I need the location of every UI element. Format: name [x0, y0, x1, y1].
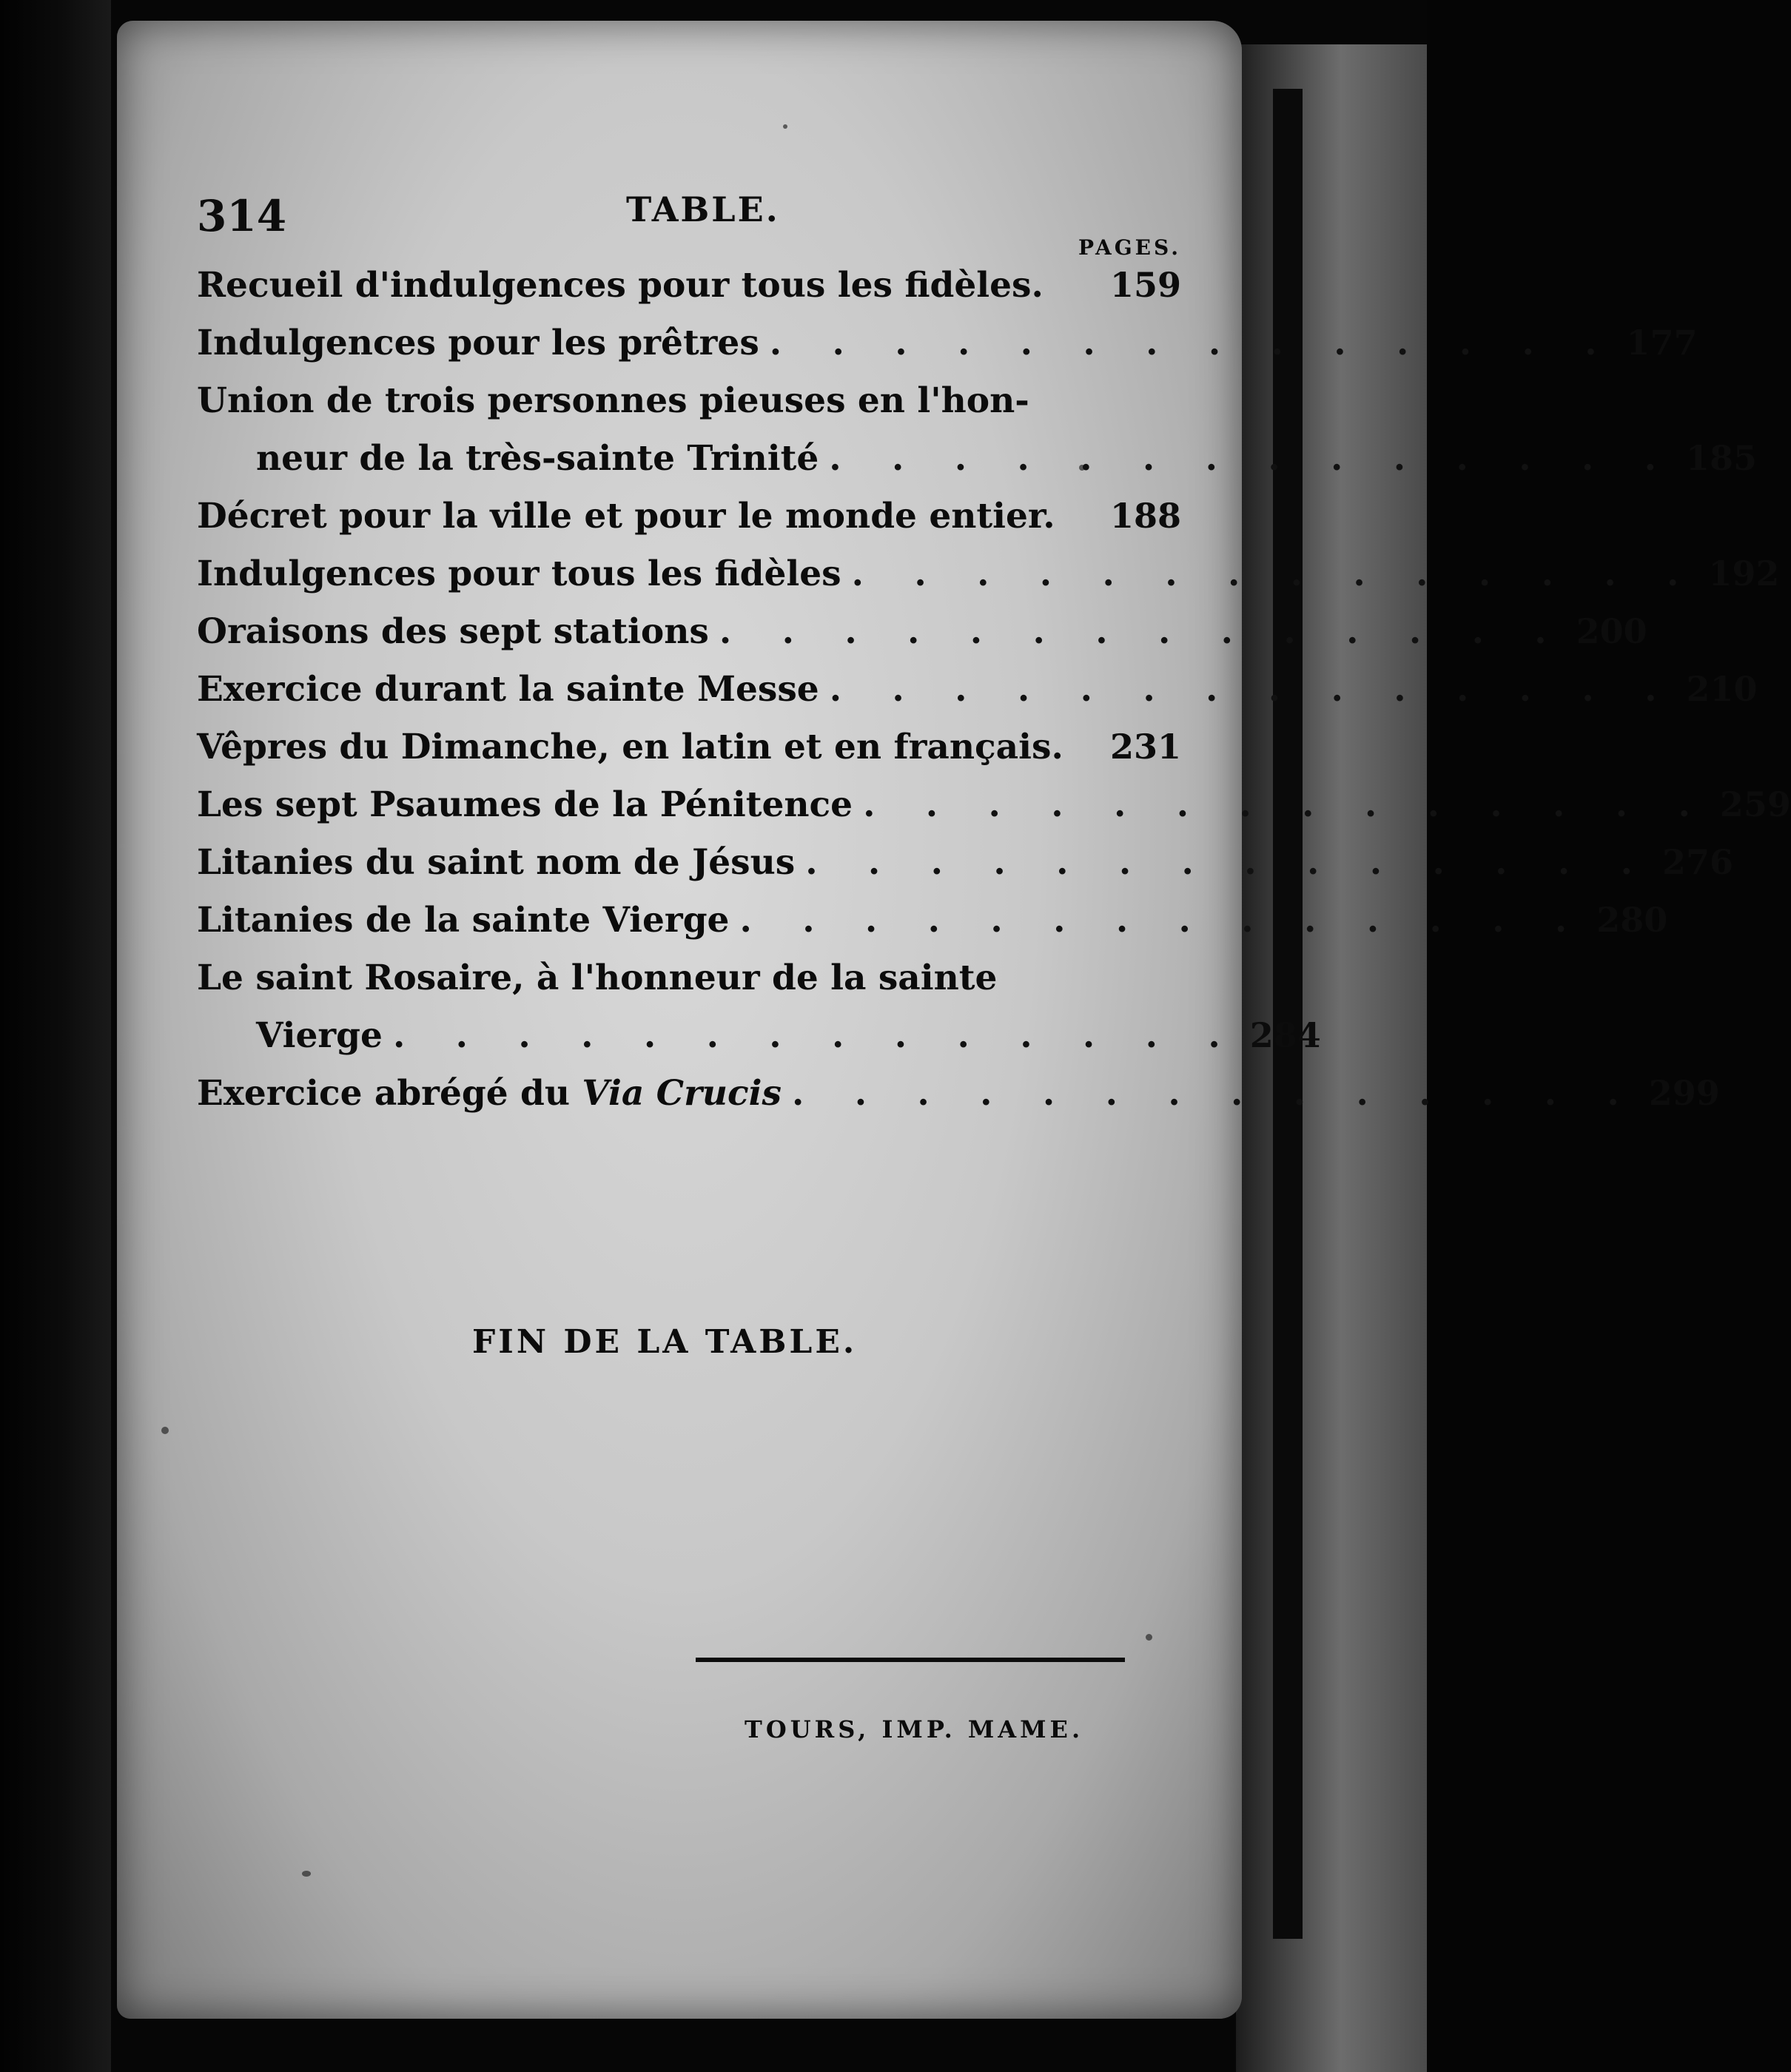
page-number: 314	[197, 191, 287, 241]
toc-entry-title: Décret pour la ville et pour le monde entier.	[197, 496, 1055, 536]
dot-leader: . . . . . . . . . . . . . .	[719, 611, 1566, 652]
dot-leader: . . . . . . . . . . . . . .	[769, 323, 1616, 363]
dot-leader: . . . . . . . . . . . . . .	[829, 669, 1676, 710]
toc-entry-title: Les sept Psaumes de la Pénitence	[197, 784, 853, 825]
toc-entry	[197, 611, 1647, 669]
toc-entry-page: 280	[1596, 900, 1668, 940]
page-content	[197, 169, 1791, 1131]
toc-entry	[197, 496, 1181, 554]
table-of-contents	[197, 265, 1791, 1131]
toc-entry	[197, 784, 1791, 842]
toc-entry-page: 231	[1109, 727, 1181, 767]
dot-leader: . . . . . . . . . . . . . .	[829, 438, 1676, 479]
dot-leader: . . . . . . . . . . . . . .	[791, 1073, 1639, 1114]
toc-entry-title: Litanies de la sainte Vierge	[197, 900, 730, 941]
toc-entry-title: Litanies du saint nom de Jésus	[197, 842, 796, 883]
horizontal-rule	[696, 1658, 1125, 1662]
toc-entry-title: Le saint Rosaire, à l'honneur de la sainte	[197, 958, 998, 998]
toc-entry	[197, 1073, 1720, 1131]
toc-entry-page: 177	[1626, 323, 1698, 363]
toc-entry-title: Vêpres du Dimanche, en latin et en français.	[197, 727, 1063, 767]
running-title: TABLE.	[626, 189, 780, 229]
toc-entry	[197, 380, 1181, 438]
toc-entry	[197, 438, 1758, 496]
toc-entry	[197, 323, 1698, 380]
printer-imprint: TOURS, IMP. MAME.	[745, 1715, 1084, 1743]
dot-leader: . . . . . . . . . . . . . .	[392, 1015, 1240, 1056]
toc-entry-page: 210	[1686, 669, 1758, 709]
toc-entry-page: 188	[1109, 496, 1181, 536]
toc-entry-page: 284	[1249, 1015, 1321, 1055]
toc-entry	[197, 900, 1668, 958]
toc-entry-title: Oraisons des sept stations	[197, 611, 709, 652]
dot-leader: . . . . . . . . . . . . . .	[739, 900, 1587, 941]
toc-entry-title: Vierge	[256, 1015, 383, 1056]
toc-entry	[197, 727, 1181, 784]
book-page	[117, 21, 1791, 2019]
toc-entry	[197, 958, 1181, 1015]
dot-leader: . . . . . . . . . . . . . .	[863, 784, 1710, 825]
dot-leader: . . . . . . . . . . . . . .	[851, 554, 1698, 594]
toc-entry-page: 299	[1648, 1073, 1720, 1113]
toc-entry	[197, 669, 1758, 727]
toc-entry	[197, 1015, 1321, 1073]
toc-entry-title: Indulgences pour les prêtres	[197, 323, 759, 363]
toc-entry-title: Indulgences pour tous les fidèles	[197, 554, 841, 594]
end-of-table-heading: FIN DE LA TABLE.	[472, 1323, 858, 1361]
toc-entry-title: neur de la très-sainte Trinité	[256, 438, 819, 479]
toc-entry-title: Exercice durant la sainte Messe	[197, 669, 819, 710]
binding-shadow	[1273, 89, 1303, 1939]
pages-column-label: PAGES.	[1078, 235, 1181, 260]
toc-entry-title: Exercice abrégé du Via Crucis	[197, 1073, 782, 1114]
toc-entry-page: 159	[1109, 265, 1181, 305]
toc-entry-page: 192	[1708, 554, 1780, 593]
toc-entry	[197, 554, 1780, 611]
toc-entry-page: 200	[1576, 611, 1647, 651]
toc-entry-title: Recueil d'indulgences pour tous les fidèles.	[197, 265, 1044, 306]
toc-entry-page: 259	[1719, 784, 1791, 824]
toc-entry	[197, 265, 1181, 323]
toc-entry-page: 185	[1686, 438, 1758, 478]
toc-entry-page: 276	[1661, 842, 1733, 882]
left-book-edge	[0, 0, 111, 2072]
toc-entry-title: Union de trois personnes pieuses en l'hon-	[197, 380, 1029, 421]
toc-entry	[197, 842, 1733, 900]
dot-leader: . . . . . . . . . . . . . .	[805, 842, 1652, 883]
page-header	[197, 169, 1181, 260]
